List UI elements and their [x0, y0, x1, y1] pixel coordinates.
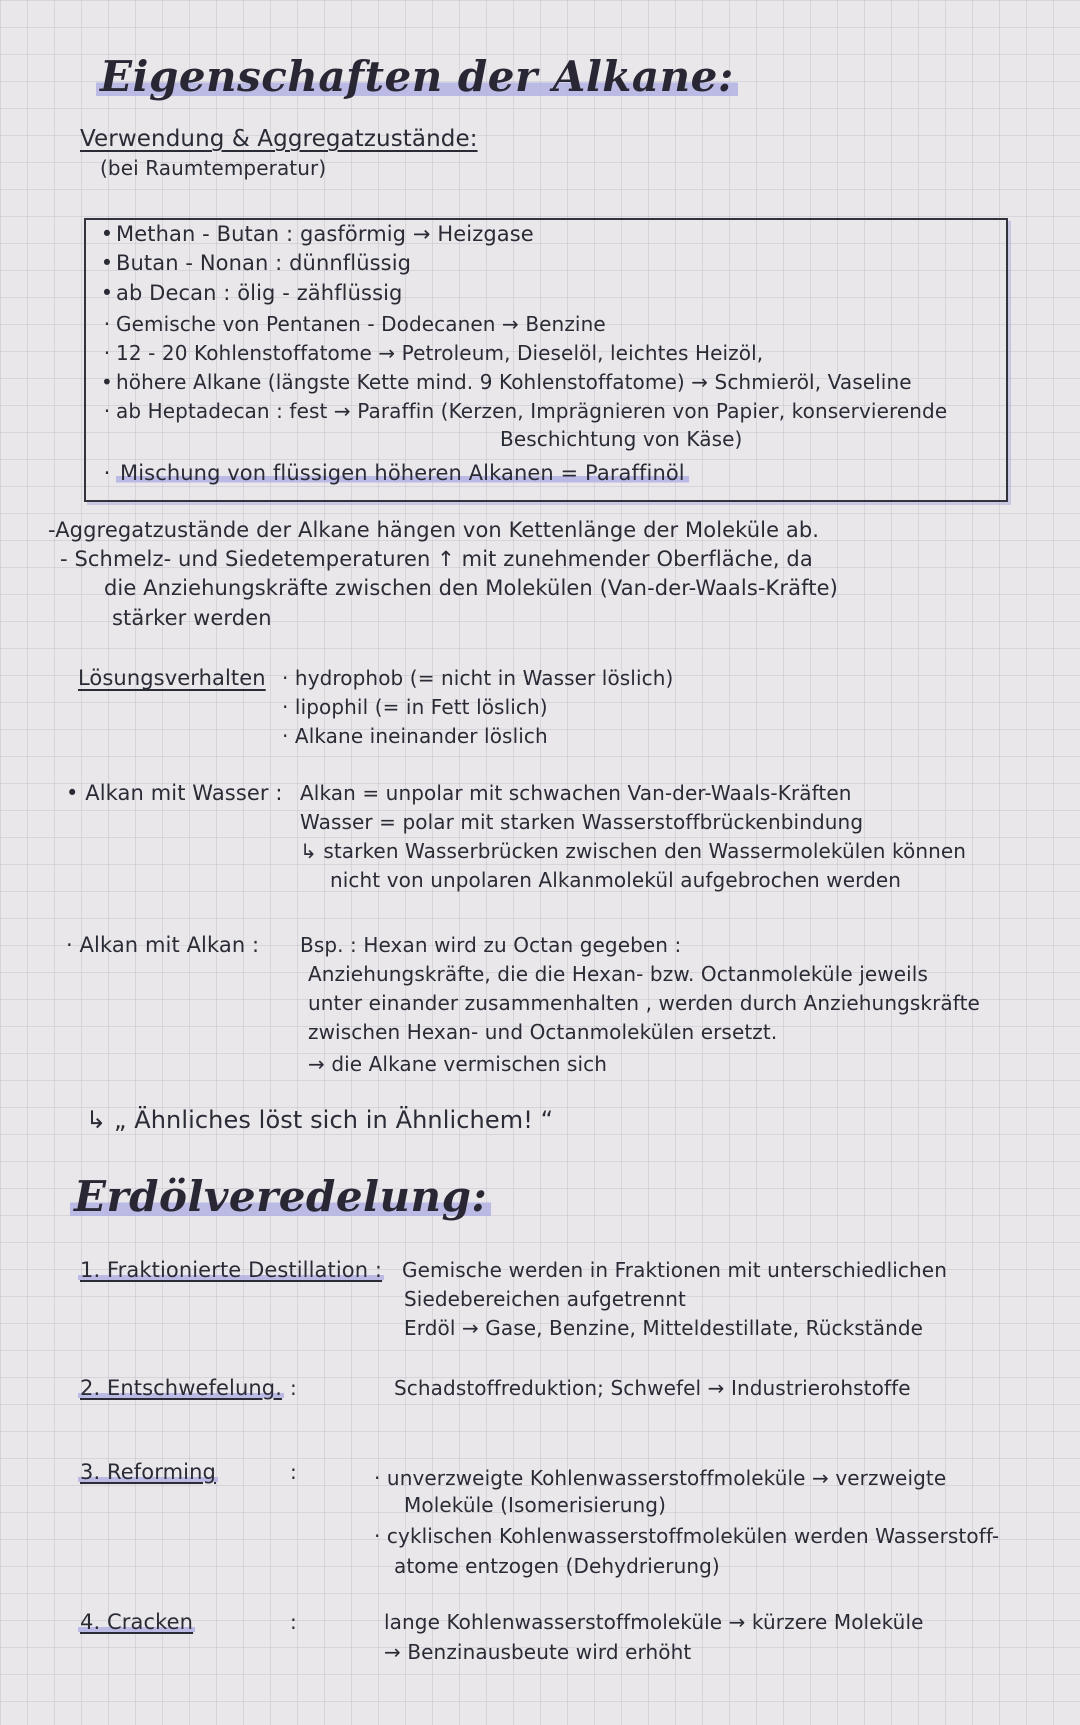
- alkane-water-label: • Alkan mit Wasser :: [66, 781, 283, 805]
- saying: ↳ „ Ähnliches löst sich in Ähnlichem! “: [86, 1106, 554, 1134]
- refining-step-line: Erdöl → Gase, Benzine, Mitteldestillate, Rückstände: [404, 1316, 924, 1340]
- box-item-continuation: Beschichtung von Käse): [500, 427, 743, 451]
- refining-step-line: Siedebereichen aufgetrennt: [404, 1287, 686, 1311]
- alkane-alkane-line: unter einander zusammenhalten , werden durch Anziehungskräfte: [308, 991, 980, 1015]
- refining-step-label: 4. Cracken: [80, 1610, 194, 1634]
- section-subtitle: Verwendung & Aggregatzustände:: [80, 126, 478, 152]
- note-line: - Schmelz- und Siedetemperaturen ↑ mit zunehmender Oberfläche, da: [60, 547, 813, 571]
- box-item: · Mischung von flüssigen höheren Alkanen = Paraffinöl: [98, 463, 689, 484]
- refining-colon: :: [290, 1460, 297, 1484]
- box-item: • höhere Alkane (längste Kette mind. 9 Kohlenstoffatome) → Schmieröl, Vaseline: [101, 370, 912, 394]
- alkane-water-line: ↳ starken Wasserbrücken zwischen den Wassermolekülen können: [300, 839, 967, 863]
- box-item: · Gemische von Pentanen - Dodecanen → Benzine: [103, 312, 606, 336]
- alkane-water-line: Alkan = unpolar mit schwachen Van-der-Waals-Kräften: [300, 781, 852, 805]
- note-line: stärker werden: [112, 606, 272, 630]
- refining-colon: :: [290, 1610, 297, 1634]
- refining-step-label: 1. Fraktionierte Destillation :: [80, 1258, 383, 1282]
- refining-step-line: atome entzogen (Dehydrierung): [394, 1554, 720, 1578]
- refining-colon: :: [290, 1376, 297, 1400]
- refining-step-line: lange Kohlenwasserstoffmoleküle → kürzere Moleküle: [384, 1610, 924, 1634]
- alkane-alkane-label: · Alkan mit Alkan :: [66, 933, 260, 957]
- subtitle-note: (bei Raumtemperatur): [100, 156, 327, 180]
- solubility-item: · Alkane ineinander löslich: [282, 724, 548, 748]
- section-title-refining: Erdölveredelung:: [70, 1172, 491, 1221]
- refining-step-line: Schadstoffreduktion; Schwefel → Industrierohstoffe: [394, 1376, 911, 1400]
- page-title: Eigenschaften der Alkane:: [96, 52, 738, 101]
- alkane-alkane-line: Bsp. : Hexan wird zu Octan gegeben :: [300, 933, 682, 957]
- refining-step-line: Moleküle (Isomerisierung): [404, 1493, 666, 1517]
- alkane-alkane-line: Anziehungskräfte, die die Hexan- bzw. Octanmoleküle jeweils: [308, 962, 928, 986]
- note-line: die Anziehungskräfte zwischen den Molekülen (Van-der-Waals-Kräfte): [104, 576, 838, 600]
- refining-step-label: 3. Reforming: [80, 1460, 216, 1484]
- alkane-alkane-line: → die Alkane vermischen sich: [308, 1052, 608, 1076]
- alkane-water-line: Wasser = polar mit starken Wasserstoffbrückenbindung: [300, 810, 864, 834]
- box-item: · 12 - 20 Kohlenstoffatome → Petroleum, Dieselöl, leichtes Heizöl,: [103, 341, 764, 365]
- solubility-item: · hydrophob (= nicht in Wasser löslich): [282, 666, 674, 690]
- box-item: • Butan - Nonan : dünnflüssig: [100, 251, 412, 275]
- alkane-water-line: nicht von unpolaren Alkanmolekül aufgebrochen werden: [330, 868, 902, 892]
- refining-step-line: · unverzweigte Kohlenwasserstoffmoleküle → verzweigte: [374, 1466, 947, 1490]
- note-line: -Aggregatzustände der Alkane hängen von Kettenlänge der Moleküle ab.: [48, 518, 820, 542]
- box-item: · ab Heptadecan : fest → Paraffin (Kerzen, Imprägnieren von Papier, konservierende: [103, 399, 948, 423]
- refining-step-line: Gemische werden in Fraktionen mit unterschiedlichen: [402, 1258, 947, 1282]
- refining-step-line: → Benzinausbeute wird erhöht: [384, 1640, 692, 1664]
- solubility-item: · lipophil (= in Fett löslich): [282, 695, 548, 719]
- refining-step-label: 2. Entschwefelung.: [80, 1376, 282, 1400]
- box-item: • Methan - Butan : gasförmig → Heizgase: [100, 222, 534, 246]
- box-item: • ab Decan : ölig - zähflüssig: [100, 281, 403, 305]
- refining-step-line: · cyklischen Kohlenwasserstoffmolekülen werden Wasserstoff-: [374, 1524, 1000, 1548]
- alkane-alkane-line: zwischen Hexan- und Octanmolekülen ersetzt.: [308, 1020, 778, 1044]
- solubility-label: Lösungsverhalten: [78, 666, 266, 690]
